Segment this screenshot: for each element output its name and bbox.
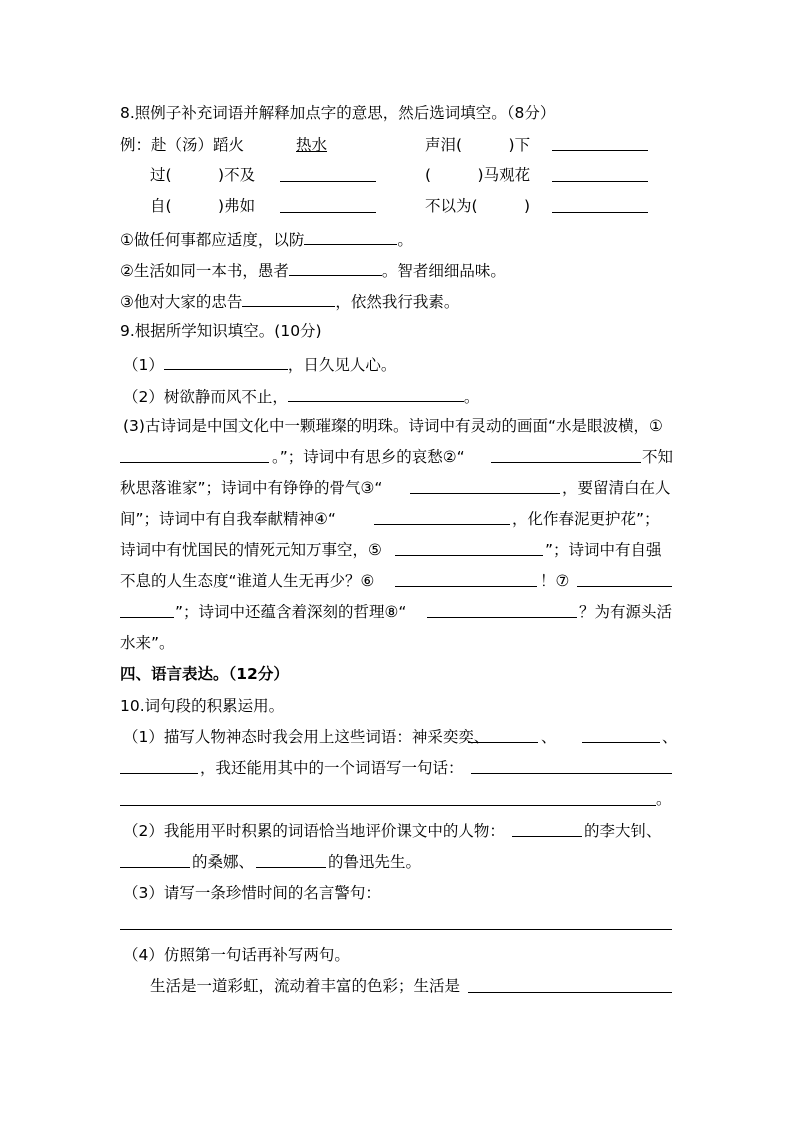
section4-title: 四、语言表达。（12分） xyxy=(120,665,289,683)
q8-r2-right-blank[interactable] xyxy=(552,181,648,182)
q8-s3-text: ③他对大家的忠告 xyxy=(120,293,243,311)
q9-i3-blank4[interactable] xyxy=(374,524,510,525)
q8-r3-right: 不以为( ) xyxy=(425,197,531,215)
q10-title: 10.词句段的积累运用。 xyxy=(120,697,285,715)
q8-s2 xyxy=(120,259,506,281)
q9-i3-blank7b[interactable] xyxy=(120,617,174,618)
q9-i2-blank[interactable] xyxy=(288,385,464,402)
q9-i3-line5-end: ”；诗词中有自强 xyxy=(545,541,662,559)
q10-i1-sep1: 、 xyxy=(541,728,557,746)
q9-i3-line4: 间”；诗词中有自我奉献精神④“ xyxy=(120,510,336,528)
q10-i2-blank2[interactable] xyxy=(120,867,190,868)
q10-i1-sentence-blank[interactable] xyxy=(471,773,672,774)
q8-example-answer: 热水 xyxy=(296,136,328,154)
q8-s3-blank[interactable] xyxy=(242,290,335,307)
q9-i2-text: （2）树欲静而风不止， xyxy=(123,388,288,406)
q9-i3-line7-end: ？为有源头活 xyxy=(579,603,673,621)
q10-i1-blank1[interactable] xyxy=(468,742,538,743)
q8-title-text: 8.照例子补充词语并解释加点字的意思，然后选词填空。（8分） xyxy=(120,104,556,122)
q9-i3-line3-end: ，要留清白在人 xyxy=(562,479,671,497)
q9-i2 xyxy=(123,385,479,407)
q8-r2-left: 过( )不及 xyxy=(150,166,256,184)
q8-s2-blank[interactable] xyxy=(289,259,382,276)
q9-i3-line7: ”；诗词中还蕴含着深刻的哲理⑧“ xyxy=(175,603,407,621)
q8-r3-left: 自( )弗如 xyxy=(150,197,256,215)
q8-r3-right-blank[interactable] xyxy=(552,212,648,213)
q9-i3-blank7a[interactable] xyxy=(577,586,672,587)
q8-s1 xyxy=(120,228,413,250)
q10-i2-li: 的李大钊、 xyxy=(584,822,662,840)
q9-i3-blank5[interactable] xyxy=(395,555,543,556)
q9-i1 xyxy=(123,353,396,375)
q10-i2-sangna: 的桑娜、 xyxy=(192,853,255,871)
q10-i2-luxun: 的鲁迅先生。 xyxy=(328,853,422,871)
q8-r2-right: ( )马观花 xyxy=(425,166,531,184)
q9-i3-line3: 秋思落谁家”；诗词中有铮铮的骨气③“ xyxy=(120,479,383,497)
q8-s1-text: ①做任何事都应适度，以防 xyxy=(120,231,305,249)
q10-i3-blank[interactable] xyxy=(120,929,672,930)
q9-i1-blank[interactable] xyxy=(164,353,288,370)
q9-title: 9.根据所学知识填空。(10分) xyxy=(120,322,322,340)
q9-i3-line4-end: ，化作春泥更护花”； xyxy=(512,510,660,528)
q10-i1-blank3[interactable] xyxy=(120,773,198,774)
q10-i1-line2: ，我还能用其中的一个词语写一句话： xyxy=(200,759,464,777)
q9-i3-line1: (3)古诗词是中国文化中一颗璀璨的明珠。诗词中有灵动的画面“水是眼波横，① xyxy=(123,417,663,435)
q8-example-prefix: 例：赴（汤）蹈火 xyxy=(120,136,245,154)
q10-i4: （4）仿照第一句话再补写两句。 xyxy=(123,946,350,964)
q10-i1-blank2[interactable] xyxy=(582,742,660,743)
q10-i2-blank1[interactable] xyxy=(512,836,582,837)
q8-s1-end: 。 xyxy=(397,231,413,249)
q10-i1: （1）描写人物神态时我会用上这些词语：神采奕奕、 xyxy=(123,728,490,746)
q10-i1-sentence-blank2[interactable] xyxy=(120,805,656,806)
q9-i3-blank1[interactable] xyxy=(120,462,269,463)
q10-i3: （3）请写一条珍惜时间的名言警句： xyxy=(123,884,381,902)
q10-i2: （2）我能用平时积累的词语恰当地评价课文中的人物： xyxy=(123,822,505,840)
q10-i2-blank3[interactable] xyxy=(256,867,326,868)
q10-i1-sep2: 、 xyxy=(662,728,678,746)
q9-i3-blank3[interactable] xyxy=(410,493,560,494)
q8-s2-text: ②生活如同一本书，愚者 xyxy=(120,262,289,280)
q9-i3-blank2[interactable] xyxy=(491,462,641,463)
q9-i3-line2-end: 不知 xyxy=(642,448,674,466)
q8-s2-end: 。智者细细品味。 xyxy=(381,262,506,280)
q9-i3-line6: 不息的人生态度“谁道人生无再少？⑥ xyxy=(120,572,375,590)
q10-i4-sentence: 生活是一道彩虹，流动着丰富的色彩；生活是 xyxy=(150,977,461,995)
q8-r2-left-blank[interactable] xyxy=(280,181,376,182)
q8-s3-end: ，依然我行我素。 xyxy=(335,293,460,311)
q9-i1-text: ，日久见人心。 xyxy=(287,356,397,374)
q8-r1-right: 声泪( )下 xyxy=(425,136,531,154)
q10-i4-blank[interactable] xyxy=(468,992,672,993)
q9-i3-blank8[interactable] xyxy=(427,617,577,618)
q9-i3-line2: 。”；诗词中有思乡的哀愁②“ xyxy=(272,448,465,466)
q8-s1-blank[interactable] xyxy=(304,228,397,245)
q9-i3-blank6[interactable] xyxy=(395,586,537,587)
q9-i3-line6-mid: ！⑦ xyxy=(540,572,570,590)
q8-r1-right-blank[interactable] xyxy=(552,150,648,151)
q10-i1-end: 。 xyxy=(656,790,672,808)
q8-title xyxy=(120,103,555,125)
q8-s3 xyxy=(120,290,459,312)
q9-i1-num: （1） xyxy=(123,356,164,374)
q9-i3-line8: 水来”。 xyxy=(120,634,175,652)
q9-i2-end: 。 xyxy=(463,388,480,406)
q8-r3-left-blank[interactable] xyxy=(280,212,376,213)
q9-i3-line5: 诗词中有忧国民的情死元知万事空，⑤ xyxy=(120,541,382,559)
q8-example xyxy=(120,135,244,157)
